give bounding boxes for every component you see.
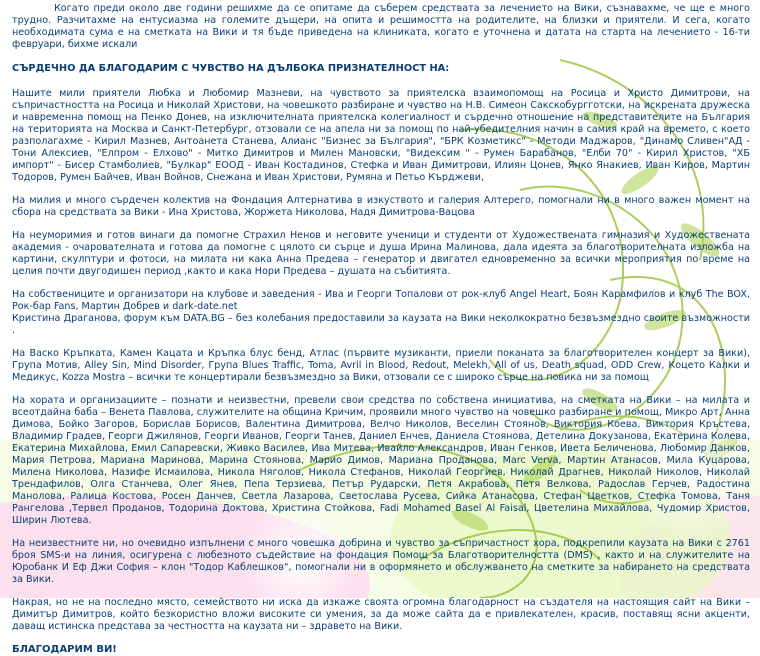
thanks-paragraph-artists: На неуморимия и готов винаги да помогне Страхил Ненов и неговите ученици и студенти от Художествената гимназия и Художествената академия - очарователната и готова да помогне с цялото си сърце и душа Ирина Малинова, дала идеята за благотворителната изложба на картини, скулптури и фотоси, на милата ни кака Анна Предева – генератор и двигател едновременно за всички мероприятия по време на целия почти двугодишен период ,както и кака Нори Предева – душата на събитията. xyxy=(12,230,750,277)
thanks-paragraph-website: Накрая, но не на последно място, семейството ни иска да изкаже своята огромна благодарност на създателя на настоящия сайт на Вики – Димитър Димитров, който безкористно вложи високите си умения, за да може сайта да е привлекателен, красив, поставящ ясни акценти, даващ истинска представа за честността на каузата ни – здравето на Вики. xyxy=(12,597,750,632)
thanks-paragraph-friends: Нашите мили приятели Любка и Любомир Мазневи, на чувството за приятелска взаимопомощ на Росица и Христо Димитрови, на съпричастността на Росица и Николай Христови, на човешкото разбиране и чувство на Н.В. Симеон Сакскобургготски, на искрената дружеска и навременна помощ на Пенко Донев, на изключителната приятелска колегиалност и сърдечно отношение на представителите на България на територията на Москва и Санкт-Петербург, отзовали се на апела ни за помощ по най-убедителния начин в самия край на времето, с което разполагахме - Кирил Мазнев, Антоанета Станева, Алианс "Бизнес за България", "БРК Козметикс" - Методи Маджаров, "Динамо Сливен"АД - Тони Алексиев, "Елпром - Елхово" - Митко Димитров и Милен Мановски, "Видексим " - Румен Барабанов, "Елби 70" - Кирил Христов, "ХБ импорт" - Бисер Стамболиев, "Булкар" ЕООД - Иван Костадинов, Стефка и Иван Димитрови, Илиян Цонев, Янко Янакиев, Иван Киров, Мартин Тодоров, Румен Байчев, Иван Войнов, Снежана и Иван Христови, Румяна и Петьо Кърджеви, xyxy=(12,88,750,183)
section-heading: СЪРДЕЧНО ДА БЛАГОДАРИМ С ЧУВСТВО НА ДЪЛБОКА ПРИЗНАТЕЛНОСТ НА: xyxy=(12,63,450,74)
closing-text: БЛАГОДАРИМ ВИ! xyxy=(12,644,117,655)
thanks-paragraph-sms: На неизвестните ни, но очевидно изпълнени с много човешка добрина и чувство за съпричастност хора, подкрепили каузата на Вики с 2761 броя SMS-и на линия, осигурена с любезното съдействие на фондация Помощ за Благотворителността (DMS) , както и на служителите на Юробанк И Еф Джи София – клон "Тодор Каблешков", помогнали ни в оформянето и обслужването на сметките за набирането на средствата за Вики. xyxy=(12,538,750,585)
thank-you-article xyxy=(12,0,750,656)
thanks-paragraph-clubs: На собствениците и организатори на клубове и заведения - Ива и Георги Топалови от рок-клуб Angel Heart, Боян Карамфилов и клуб The BOX, Рок-бар Fans, Мартин Добрев и dark-date.net Кристина Драганова, форум към DATA.BG – без колебания предоставили за каузата на Вики неколкократно безвъзмездно своите възможности . xyxy=(12,289,750,336)
thanks-paragraph-foundation: На милия и много сърдечен колектив на Фондация Алтернатива в изкуството и галерия Алтерего, помогнали ни в много важен момент на сбора на средствата за Вики - Ина Христова, Жоржета Николова, Надя Димитрова-Вацова xyxy=(12,195,750,218)
thanks-paragraph-musicians: На Васко Кръпката, Камен Кацата и Кръпка блус бенд, Атлас (първите музиканти, приели поканата за благотворителен концерт за Вики), Група Мотив, Alley Sin, Mind Disorder, Група Blues Traffic, Toma, Avril in Blood, Redout, Melekh, All of us, Death squad, ODD Crew, Коцето Калки и Медикус, Kozza Mostra – всички те концертирали безвъзмездно за Вики, отзовали се с широко сърце на повика ни за помощ xyxy=(12,348,750,383)
intro-paragraph: Когато преди около две години решихме да се опитаме да съберем средствата за лечението на Вики, съзнавахме, че ще е много трудно. Разчитахме на ентусиазма на големите дъщери, на опита и решимостта на родителите, на близки и приятели. И сега, когато необходимата сума е на сметката на Вики и тя бъде приведена на клиниката, когато е уточнена и датата на старта на лечението - 16-ти февруари, бихме искали xyxy=(12,3,750,50)
thanks-paragraph-donors: На хората и организациите – познати и неизвестни, превели свои средства по собствена инициатива, на сметката на Вики – на милата и всеотдайна баба – Венета Павлова, служителите на община Кричим, проявили много чувство на човешко разбиране и помощ, Микро Арт, Анна Димова, Бойко Загоров, Борислав Борисов, Валентина Димитрова, Велчо Николов, Веселин Стоянов, Виктория Коева, Виктория Кръстева, Владимир Градев, Георги Джилянов, Георги Иванов, Георги Танев, Даниел Енчев, Даниела Стоянова, Детелина Докузанова, Екатерина Колева, Екатерина Михайлова, Емил Сапаревски, Живко Василев, Ива Митева, Ивайло Александров, Иван Генков, Ивета Беличенова, Любомир Данков, Мария Петрова, Мариана Маринова, Марина Стоянова, Марио Димов, Мариана Проданова, Marc Verva, Мартин Атанасов, Мила Куцарова, Милена Николова, Назифе Исмаилова, Никола Няголов, Никола Стефанов, Николай Георгиев, Николай Драгнев, Николай Николов, Николай Трендафилов, Олга Станчева, Олег Янев, Пепа Терзиева, Петър Рударски, Петя Акрабова, Петя Велкова, Радослав Герчев, Радостина Манолова, Ралица Костова, Росен Данчев, Светла Лазарова, Светослава Русева, Сийка Атанасова, Стефан Цветков, Стефка Томова, Таня Рангелова ,Тервел Проданов, Тодорина Доктова, Христина Стойкова, Fadi Mohamed Basel Al Faisal, Цветелина Михайлова, Чудомир Христов, Ширин Лютева. xyxy=(12,395,751,526)
